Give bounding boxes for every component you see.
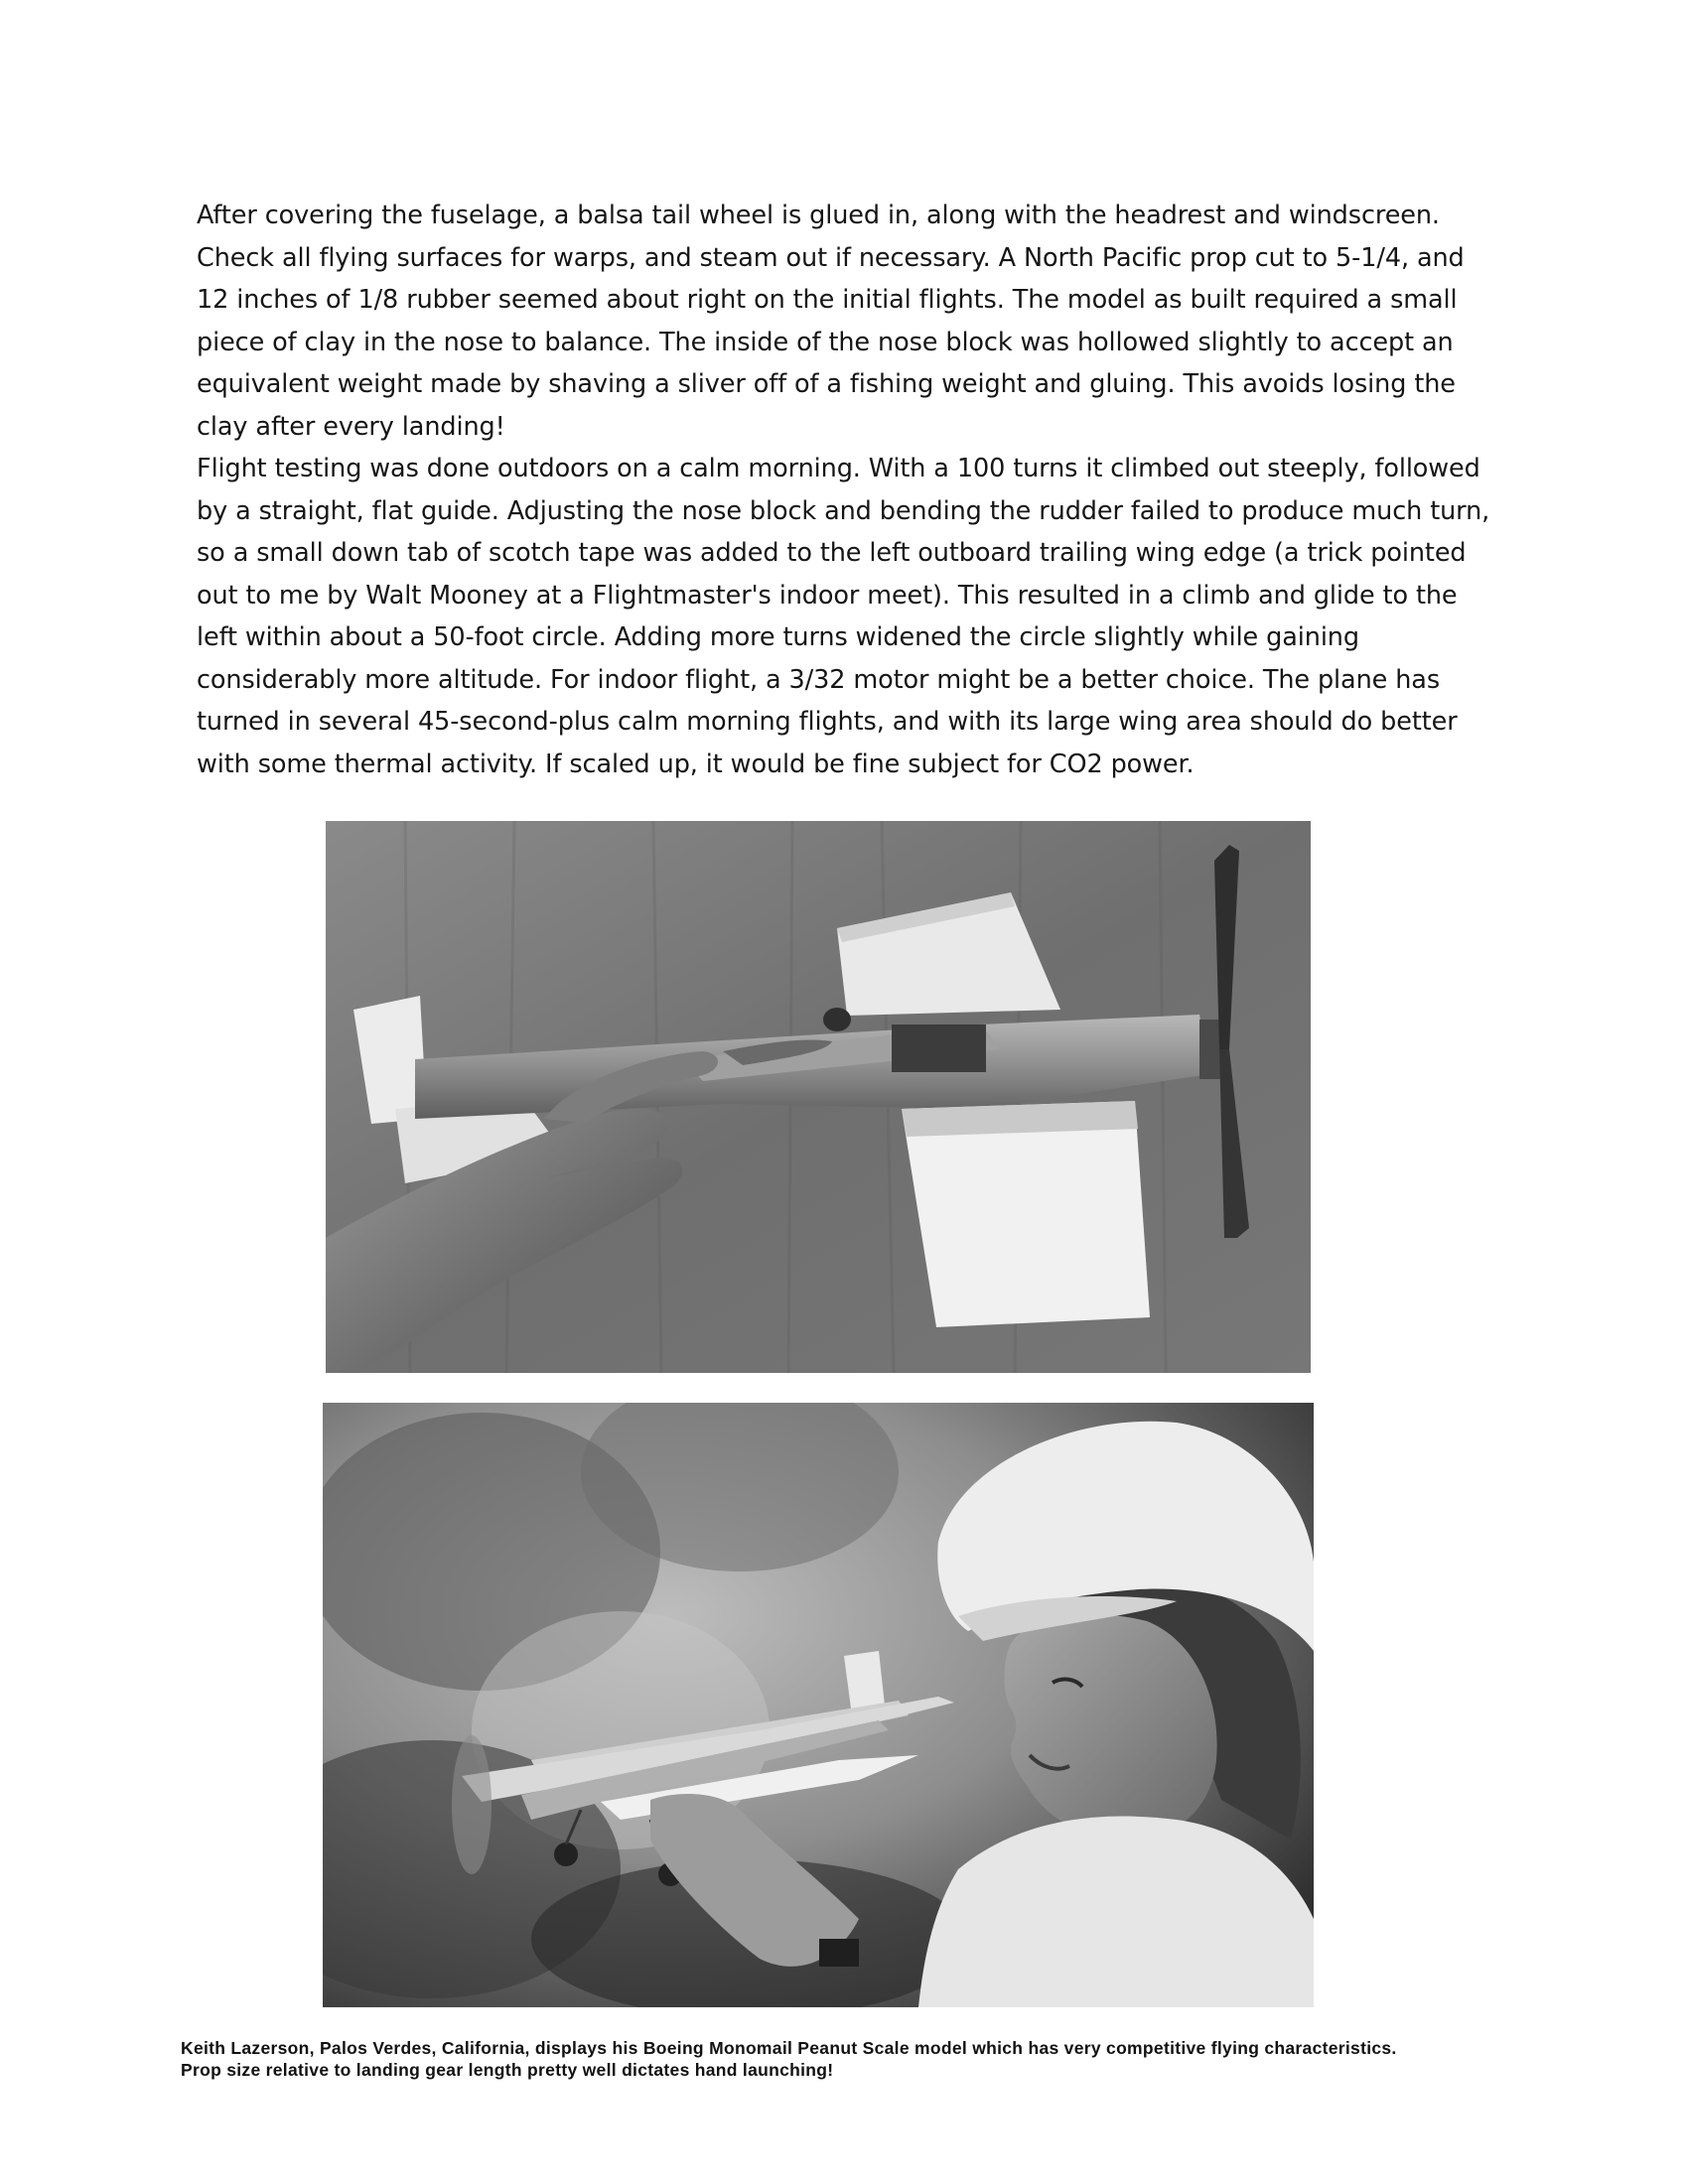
caption-line-1: Keith Lazerson, Palos Verdes, California, displays his Boeing Monomail Peanut Scale model which has very competitive flying characteristics. xyxy=(181,2038,1397,2058)
article-body xyxy=(197,195,1497,785)
photo-caption xyxy=(181,2037,1571,2081)
photo-model-airplane-in-hand xyxy=(326,821,1311,1373)
photo-boy-with-model-airplane xyxy=(323,1403,1314,2007)
photo-2-illustration xyxy=(323,1403,1314,2007)
article-paragraph-1: After covering the fuselage, a balsa tail wheel is glued in, along with the headrest and windscreen. Check all flying surfaces for warps, and steam out if necessary. A North Pacific prop cut to 5-1/4, and 12 inches of 1/8 rubber seemed about right on the initial flights. The model as built required a small piece of clay in the nose to balance. The inside of the nose block was hollowed slightly to accept an equivalent weight made by shaving a sliver off of a fishing weight and gluing. This avoids losing the clay after every landing! xyxy=(197,201,1465,442)
caption-line-2: Prop size relative to landing gear length pretty well dictates hand launching! xyxy=(181,2060,834,2080)
photo-1-illustration xyxy=(326,821,1311,1373)
article-paragraph-2: Flight testing was done outdoors on a calm morning. With a 100 turns it climbed out steeply, followed by a straight, flat guide. Adjusting the nose block and bending the rudder failed to produce much turn, so a small down tab of scotch tape was added to the left outboard trailing wing edge (a trick pointed out to me by Walt Mooney at a Flightmaster's indoor meet). This resulted in a climb and glide to the left within about a 50-foot circle. Adding more turns widened the circle slightly while gaining considerably more altitude. For indoor flight, a 3/32 motor might be a better choice. The plane has turned in several 45-second-plus calm morning flights, and with its large wing area should do better with some thermal activity. If scaled up, it would be fine subject for CO2 power. xyxy=(197,454,1490,779)
